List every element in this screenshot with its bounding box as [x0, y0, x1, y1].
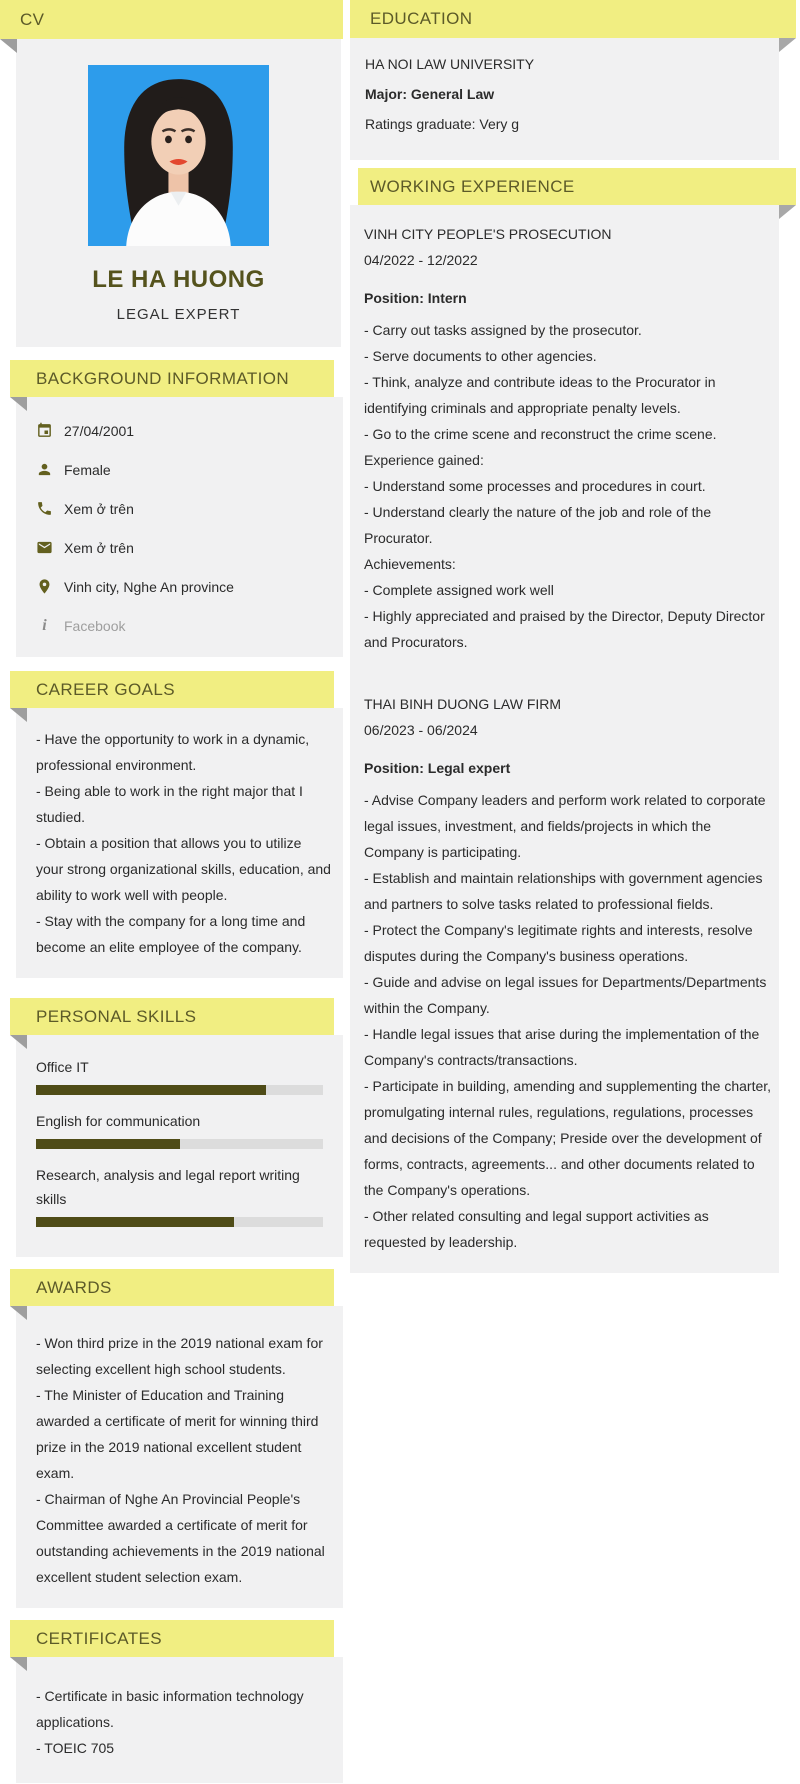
award-item: - The Minister of Education and Training awarded a certificate of merit for winning third prize in the 2019 national excellent student exam. — [36, 1387, 319, 1481]
section-heading: BACKGROUND INFORMATION — [36, 368, 290, 388]
education-rating: Ratings graduate: Very g — [365, 116, 520, 132]
skill-bar-track — [36, 1139, 323, 1149]
job-detail: - Think, analyze and contribute ideas to the Procurator in identifying criminals and appropriate penalty levels. — [364, 374, 716, 416]
skill-bar-fill — [36, 1139, 180, 1149]
job-position: Position: Intern — [364, 290, 467, 306]
background-information-panel — [16, 397, 343, 657]
job-detail: Experience gained: — [364, 452, 484, 468]
gender-value: Female — [64, 461, 111, 478]
cv-ribbon — [0, 0, 343, 39]
personal-skills-panel — [16, 1035, 343, 1257]
job-detail: - Go to the crime scene and reconstruct the crime scene. — [364, 426, 717, 442]
left-column — [0, 0, 343, 1783]
skill-label: English for communication — [36, 1113, 201, 1129]
job-detail: - Establish and maintain relationships with government agencies and partners to solve tasks related to professional fields. — [364, 870, 763, 912]
email-value: Xem ở trên — [64, 539, 134, 556]
phone-value: Xem ở trên — [64, 500, 134, 517]
certificate-item: - Certificate in basic information technology applications. — [36, 1688, 304, 1730]
info-row-gender — [36, 450, 333, 489]
section-heading: CAREER GOALS — [36, 679, 175, 699]
job-entry — [364, 691, 773, 1255]
skill-bar-fill — [36, 1085, 266, 1095]
job-detail: - Advise Company leaders and perform work related to corporate legal issues, investment, and fields/projects in which the Company is participating. — [364, 792, 766, 860]
career-goals-panel — [16, 708, 343, 978]
fold-corner — [779, 38, 796, 52]
profile-card — [16, 39, 341, 347]
skill-label: Office IT — [36, 1059, 89, 1075]
job-detail: - Complete assigned work well — [364, 582, 554, 598]
skill-bar-track — [36, 1085, 323, 1095]
fold-corner — [0, 39, 17, 53]
award-item: - Won third prize in the 2019 national exam for selecting excellent high school students. — [36, 1335, 323, 1377]
skill-bar-track — [36, 1217, 323, 1227]
birthdate-value: 27/04/2001 — [64, 422, 135, 439]
section-header-career-goals — [10, 671, 334, 708]
section-header-background-information — [10, 360, 334, 397]
info-icon: i — [42, 616, 47, 634]
fold-corner — [779, 205, 796, 219]
job-detail: - Carry out tasks assigned by the prosecutor. — [364, 322, 642, 338]
right-column — [350, 0, 796, 1273]
location-icon — [36, 578, 53, 595]
job-period: 04/2022 - 12/2022 — [364, 252, 478, 268]
profile-photo — [88, 65, 269, 246]
skill-item — [36, 1109, 323, 1149]
skill-bar-fill — [36, 1217, 234, 1227]
company-name: VINH CITY PEOPLE'S PROSECUTION — [364, 226, 612, 242]
person-name: LE HA HUONG — [92, 266, 265, 293]
job-detail: - Highly appreciated and praised by the Director, Deputy Director and Procurators. — [364, 608, 765, 650]
section-header-awards — [10, 1269, 334, 1306]
info-row-phone — [36, 489, 333, 528]
section-header-education — [350, 0, 796, 38]
job-entry — [364, 221, 773, 655]
job-detail: - Understand some processes and procedures in court. — [364, 478, 706, 494]
section-header-working-experience — [358, 168, 796, 205]
address-value: Vinh city, Nghe An province — [64, 578, 234, 595]
working-experience-panel — [350, 205, 779, 1273]
calendar-icon — [36, 422, 53, 439]
job-period: 06/2023 - 06/2024 — [364, 722, 478, 738]
job-detail: - Handle legal issues that arise during the implementation of the Company's contracts/transactions. — [364, 1026, 760, 1068]
section-heading: CERTIFICATES — [36, 1628, 163, 1648]
school-name: HA NOI LAW UNIVERSITY — [365, 56, 535, 72]
job-detail: - Participate in building, amending and supplementing the charter, promulgating internal rules, regulations, regulations, processes and decisions of the Company; Preside over the development of forms, contracts, agreements... and other documents related to the Company's operations. — [364, 1078, 772, 1198]
certificates-panel — [16, 1657, 343, 1783]
education-major: Major: General Law — [365, 86, 495, 102]
phone-icon — [36, 500, 53, 517]
facebook-link[interactable]: Facebook — [64, 617, 126, 634]
job-detail: - Serve documents to other agencies. — [364, 348, 597, 364]
envelope-icon — [36, 539, 53, 556]
info-row-address — [36, 567, 333, 606]
section-heading: EDUCATION — [370, 9, 473, 28]
skill-item — [36, 1055, 323, 1095]
awards-panel — [16, 1306, 343, 1608]
person-icon — [36, 461, 53, 478]
info-row-birthdate — [36, 411, 333, 450]
fold-corner — [10, 708, 27, 722]
skill-item — [36, 1163, 323, 1227]
fold-corner — [10, 1035, 27, 1049]
section-heading: WORKING EXPERIENCE — [370, 176, 575, 196]
job-detail: Achievements: — [364, 556, 456, 572]
section-header-personal-skills — [10, 998, 334, 1035]
job-detail: - Protect the Company's legitimate rights and interests, resolve disputes during the Company's business operations. — [364, 922, 753, 964]
fold-corner — [10, 1657, 27, 1671]
career-goal-item: - Stay with the company for a long time and become an elite employee of the company. — [36, 913, 306, 955]
skill-label: Research, analysis and legal report writing skills — [36, 1167, 300, 1207]
job-detail: - Understand clearly the nature of the job and role of the Procurator. — [364, 504, 712, 546]
certificate-item: - TOEIC 705 — [36, 1740, 115, 1756]
section-heading: PERSONAL SKILLS — [36, 1006, 197, 1026]
section-header-certificates — [10, 1620, 334, 1657]
job-detail: - Guide and advise on legal issues for Departments/Departments within the Company. — [364, 974, 767, 1016]
person-title: LEGAL EXPERT — [116, 306, 241, 323]
job-position: Position: Legal expert — [364, 760, 511, 776]
company-name: THAI BINH DUONG LAW FIRM — [364, 696, 562, 712]
award-item: - Chairman of Nghe An Provincial People's Committee awarded a certificate of merit for outstanding achievements in the 2019 national excellent student selection exam. — [36, 1491, 325, 1585]
job-detail: - Other related consulting and legal support activities as requested by leadership. — [364, 1208, 709, 1250]
education-panel — [350, 38, 779, 160]
fold-corner — [10, 1306, 27, 1320]
info-row-email — [36, 528, 333, 567]
info-row-facebook[interactable] — [36, 606, 333, 645]
fold-corner — [10, 397, 27, 411]
cv-label: CV — [20, 9, 45, 29]
section-heading: AWARDS — [36, 1277, 112, 1297]
career-goal-item: - Obtain a position that allows you to utilize your strong organizational skills, education, and ability to work well with people. — [36, 835, 331, 903]
career-goal-item: - Have the opportunity to work in a dynamic, professional environment. — [36, 731, 310, 773]
career-goal-item: - Being able to work in the right major that I studied. — [36, 783, 303, 825]
